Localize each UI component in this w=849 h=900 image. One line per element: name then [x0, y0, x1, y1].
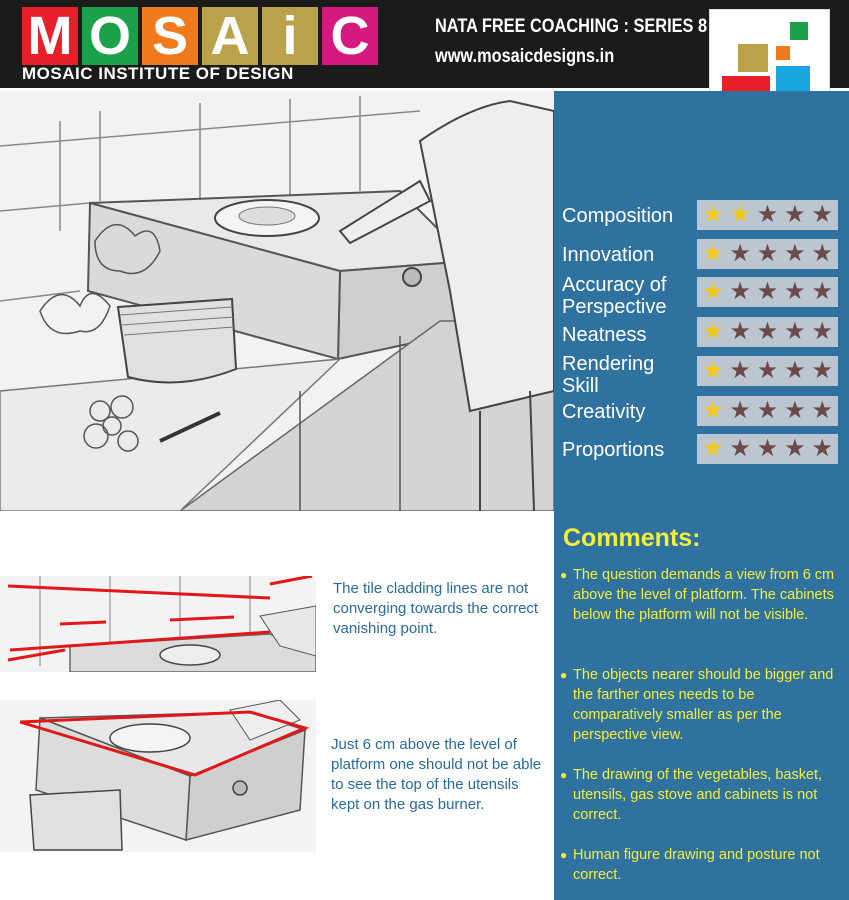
star-filled-icon: ★: [701, 318, 724, 345]
bullet-icon: ●: [560, 668, 568, 682]
star-filled-icon: ★: [701, 201, 724, 228]
star-filled-icon: ★: [701, 397, 724, 424]
star-filled-icon: ★: [701, 278, 724, 305]
comments-title: Comments:: [563, 524, 701, 552]
star-empty-icon: ★: [729, 357, 751, 384]
star-empty-icon: ★: [729, 278, 751, 305]
star-empty-icon: ★: [811, 357, 834, 384]
star-filled-icon: ★: [729, 201, 751, 228]
star-empty-icon: ★: [756, 240, 779, 267]
logo-letter-c: C: [322, 7, 378, 65]
star-empty-icon: ★: [756, 201, 779, 228]
rating-label-accuracy: Accuracy of Perspective: [562, 274, 667, 318]
kitchen-sketch: [0, 91, 554, 511]
bullet-icon: ●: [560, 768, 568, 782]
star-rating: [697, 356, 838, 386]
logo-subtitle: MOSAIC INSTITUTE OF DESIGN: [22, 64, 294, 83]
star-empty-icon: ★: [756, 278, 779, 305]
star-empty-icon: ★: [756, 318, 779, 345]
star-empty-icon: ★: [784, 201, 806, 228]
star-rating: [697, 239, 838, 269]
series-title: NATA FREE COACHING : SERIES 8: [435, 16, 708, 37]
star-empty-icon: ★: [756, 397, 779, 424]
star-filled-icon: ★: [701, 435, 724, 462]
logo-letter-s: S: [142, 7, 198, 65]
rating-label-creativity: Creativity: [562, 401, 646, 423]
comment-text: The objects nearer should be bigger and the farther ones needs to be comparatively smaller as per the perspective view.: [573, 667, 834, 743]
star-empty-icon: ★: [756, 357, 779, 384]
note-platform-view: Just 6 cm above the level of platform one should not be able to see the top of the utensils kept on the gas burner.: [331, 736, 542, 813]
tile-lines-sketch: [0, 576, 316, 672]
comment-text: The drawing of the vegetables, basket, utensils, gas stove and cabinets is not correct.: [573, 767, 823, 823]
rating-label-neatness: Neatness: [562, 324, 647, 346]
star-empty-icon: ★: [811, 278, 834, 305]
comment-text: Human figure drawing and posture not correct.: [573, 847, 820, 883]
star-rating: [697, 200, 838, 230]
star-empty-icon: ★: [811, 397, 834, 424]
star-empty-icon: ★: [784, 397, 806, 424]
star-empty-icon: ★: [729, 318, 751, 345]
star-empty-icon: ★: [784, 357, 806, 384]
website-link[interactable]: www.mosaicdesigns.in: [435, 46, 615, 67]
rating-label-proportions: Proportions: [562, 439, 665, 461]
star-filled-icon: ★: [701, 357, 724, 384]
note-tile-lines: The tile cladding lines are not converging towards the correct vanishing point.: [333, 580, 539, 637]
bullet-icon: ●: [560, 848, 568, 862]
star-empty-icon: ★: [756, 435, 779, 462]
comment-item: [560, 665, 845, 745]
logo-letter-i: i: [262, 7, 318, 65]
star-empty-icon: ★: [729, 397, 751, 424]
star-empty-icon: ★: [784, 318, 806, 345]
star-empty-icon: ★: [784, 435, 806, 462]
logo-letter-a: A: [202, 7, 258, 65]
star-empty-icon: ★: [811, 240, 834, 267]
rating-label-rendering: Rendering Skill: [562, 353, 655, 397]
mosaic-logo: [22, 7, 378, 65]
star-empty-icon: ★: [784, 278, 806, 305]
star-empty-icon: ★: [811, 201, 834, 228]
bullet-icon: ●: [560, 568, 568, 582]
star-empty-icon: ★: [784, 240, 806, 267]
star-filled-icon: ★: [701, 240, 724, 267]
platform-view-sketch: [0, 700, 316, 852]
star-empty-icon: ★: [811, 435, 834, 462]
logo-letter-m: M: [22, 7, 78, 65]
comment-text: The question demands a view from 6 cm above the level of platform. The cabinets below the platform will not be visible.: [573, 567, 835, 623]
star-rating: [697, 434, 838, 464]
star-rating: [697, 277, 838, 307]
star-rating: [697, 396, 838, 426]
comment-item: [560, 845, 845, 885]
star-rating: [697, 317, 838, 347]
star-empty-icon: ★: [811, 318, 834, 345]
rating-label-composition: Composition: [562, 205, 674, 227]
logo-letter-o: O: [82, 7, 138, 65]
comment-item: [560, 765, 845, 825]
header-bar: [0, 0, 849, 88]
comment-item: [560, 565, 845, 625]
rating-label-innovation: Innovation: [562, 244, 655, 266]
star-empty-icon: ★: [729, 240, 751, 267]
star-empty-icon: ★: [729, 435, 751, 462]
